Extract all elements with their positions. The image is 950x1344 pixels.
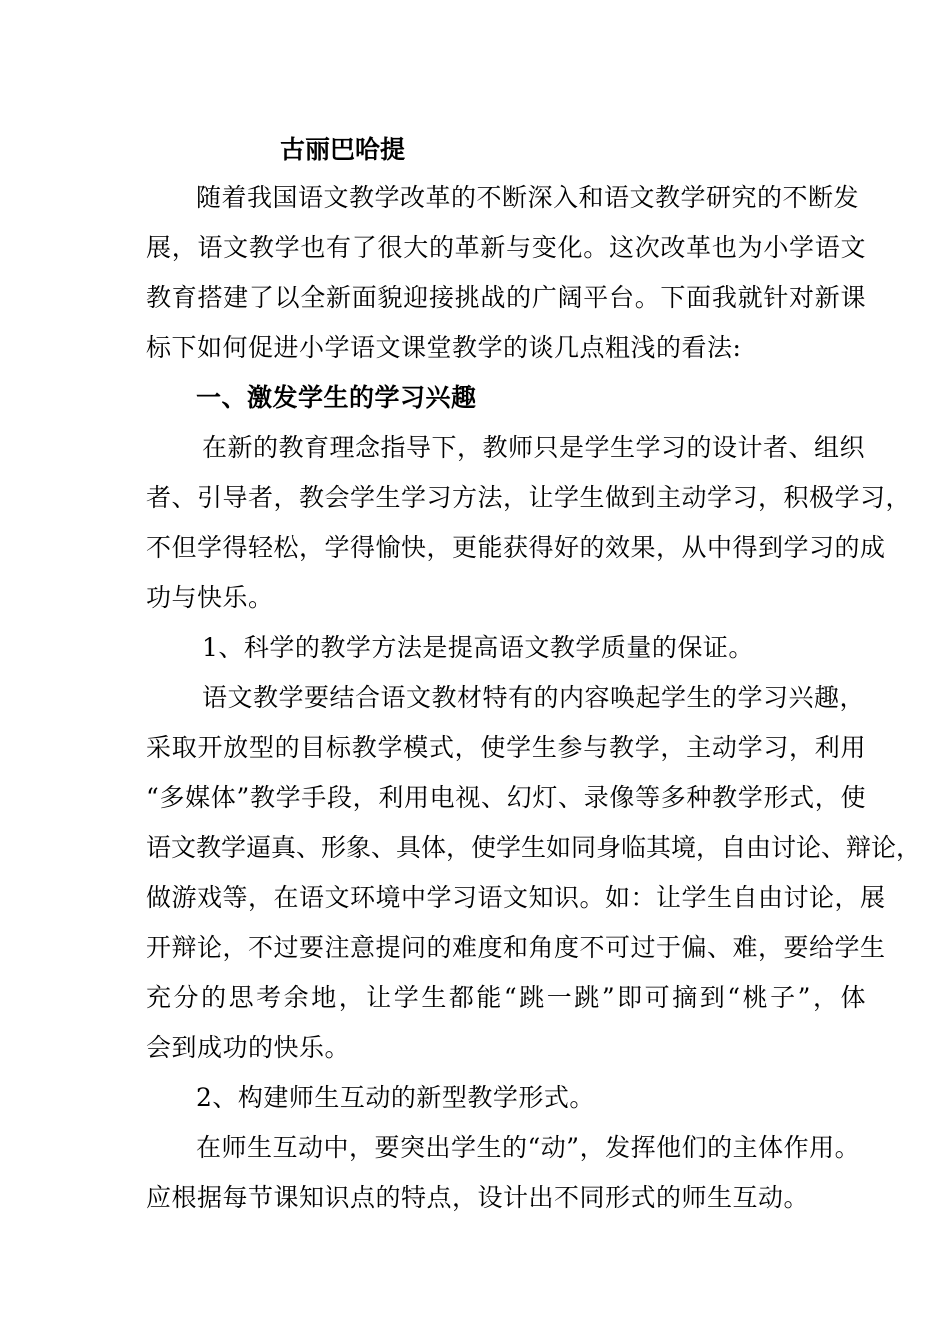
paragraph-line: 开辩论，不过要注意提问的难度和角度不可过于偏、难，要给学生 (146, 933, 886, 962)
paragraph-line: 语文教学要结合语文教材特有的内容唤起学生的学习兴趣， (202, 683, 866, 712)
subsection-heading: 1、科学的教学方法是提高语文教学质量的保证。 (202, 633, 754, 662)
paragraph-line: 教育搭建了以全新面貌迎接挑战的广阔平台。下面我就针对新课 (146, 283, 866, 312)
paragraph-line: 不但学得轻松，学得愉快，更能获得好的效果，从中得到学习的成 (146, 533, 886, 562)
subsection-heading: 2、构建师生互动的新型教学形式。 (196, 1083, 595, 1112)
paragraph-line: 充分的思考余地，让学生都能“跳一跳”即可摘到“桃子”，体 (146, 983, 866, 1012)
paragraph-line: “多媒体”教学手段，利用电视、幻灯、录像等多种教学形式，使 (146, 783, 866, 812)
paragraph-line: 标下如何促进小学语文课堂教学的谈几点粗浅的看法: (146, 333, 742, 362)
paragraph-line: 随着我国语文教学改革的不断深入和语文教学研究的不断发 (196, 183, 860, 212)
paragraph-line: 做游戏等，在语文环境中学习语文知识。如：让学生自由讨论，展 (146, 883, 886, 912)
paragraph-line: 采取开放型的目标教学模式，使学生参与教学，主动学习，利用 (146, 733, 866, 762)
paragraph-line: 应根据每节课知识点的特点，设计出不同形式的师生互动。 (146, 1183, 810, 1212)
paragraph-line: 会到成功的快乐。 (146, 1033, 351, 1062)
paragraph-line: 在师生互动中，要突出学生的“动”，发挥他们的主体作用。 (196, 1133, 861, 1162)
paragraph-line: 在新的教育理念指导下，教师只是学生学习的设计者、组织 (202, 433, 866, 462)
author-name: 古丽巴哈提 (280, 135, 406, 164)
paragraph-line: 者、引导者，教会学生学习方法，让学生做到主动学习，积极学习， (146, 483, 912, 512)
paragraph-line: 语文教学逼真、形象、具体，使学生如同身临其境，自由讨论、辩论， (146, 833, 922, 862)
paragraph-line: 展，语文教学也有了很大的革新与变化。这次改革也为小学语文 (146, 233, 866, 262)
paragraph-line: 功与快乐。 (146, 583, 274, 612)
section-heading: 一、激发学生的学习兴趣 (196, 383, 477, 412)
